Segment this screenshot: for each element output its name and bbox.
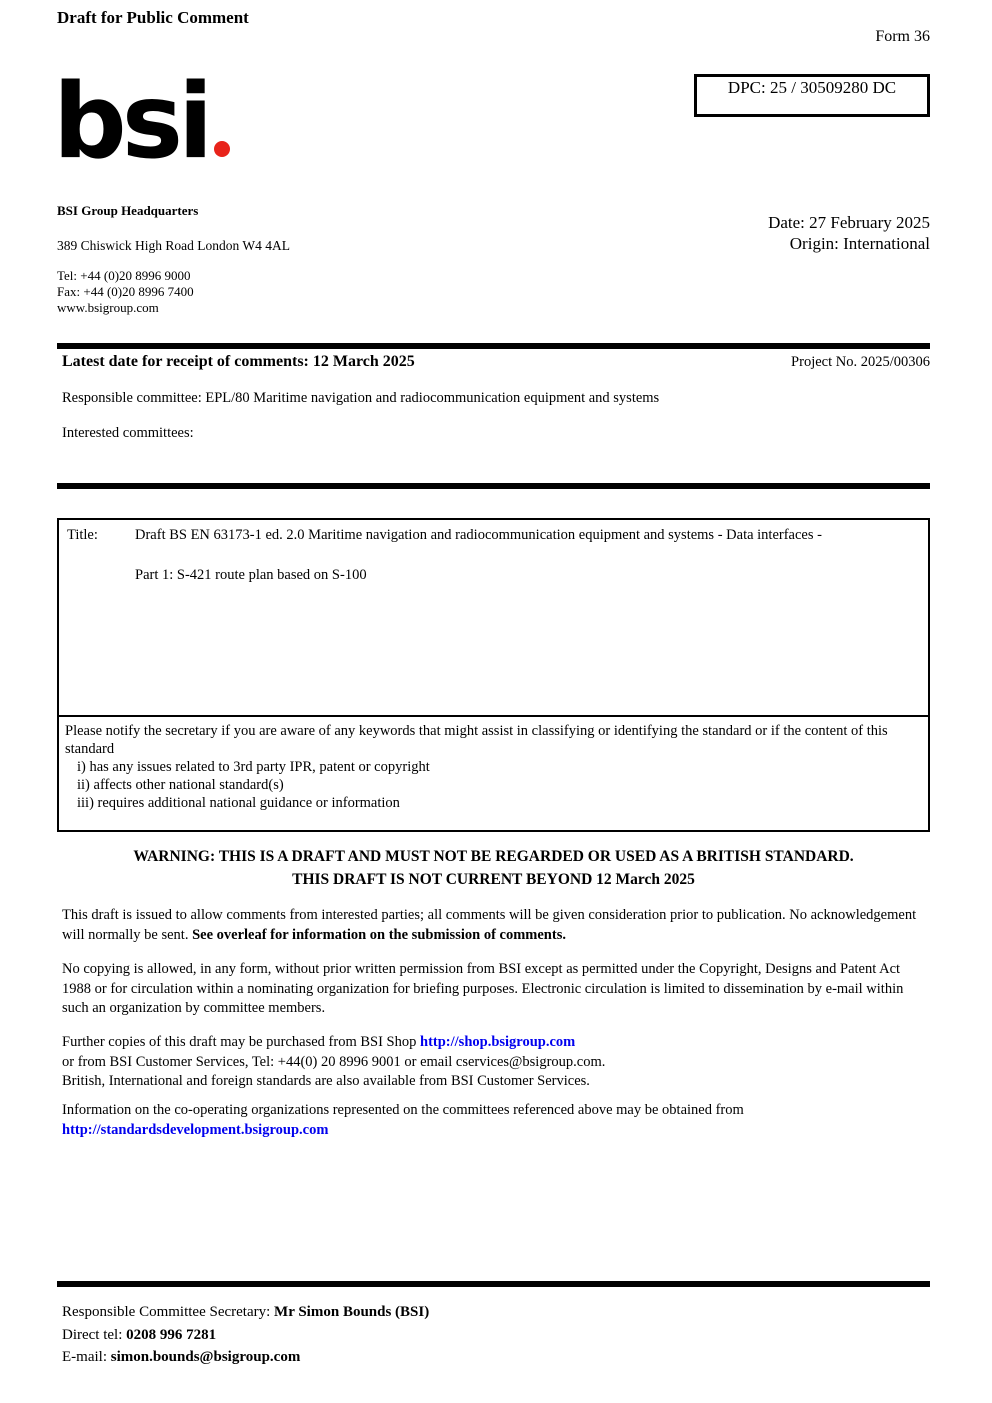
comments-paragraph-text: This draft is issued to allow comments from interested parties; all comments will be given consideration prior to publication. No acknowledgement will normally be sent.: [62, 907, 917, 943]
standards-development-link[interactable]: http://standardsdevelopment.bsigroup.com: [62, 1121, 329, 1138]
warning-line-1: WARNING: THIS IS A DRAFT AND MUST NOT BE REGARDED OR USED AS A BRITISH STANDARD.: [133, 848, 854, 865]
direct-tel-value: 0208 996 7281: [126, 1326, 217, 1343]
secretary-name: Mr Simon Bounds (BSI): [274, 1304, 430, 1320]
latest-date-for-comments: Latest date for receipt of comments: 12 March 2025: [62, 353, 415, 370]
direct-tel-line: [62, 1324, 429, 1347]
cooperating-orgs-paragraph: [62, 1101, 931, 1140]
bsi-logo: [53, 62, 230, 182]
dpc-number-text: DPC: 25 / 30509280 DC: [727, 78, 897, 97]
purchase-line-1: [62, 1033, 931, 1053]
title-content: [135, 527, 822, 708]
draft-warning: [57, 845, 930, 891]
latest-date-row: [57, 353, 930, 371]
bsi-logo-text: bsi: [53, 62, 209, 182]
project-number: Project No. 2025/00306: [791, 354, 930, 370]
dpc-number-box: [694, 74, 930, 117]
keywords-notice-box: [57, 715, 930, 832]
purchase-line-1-text: Further copies of this draft may be purchased from BSI Shop: [62, 1034, 420, 1050]
horizontal-rule-top: [57, 343, 930, 349]
form-number-label: Form 36: [875, 28, 930, 45]
title-line-2: Part 1: S-421 route plan based on S-100: [135, 567, 367, 583]
date-origin-block: [768, 212, 930, 254]
keywords-items: [65, 758, 922, 812]
purchase-line-3: British, International and foreign standards are also available from BSI Customer Services.: [62, 1073, 590, 1089]
document-origin: Origin: International: [789, 234, 930, 253]
title-box: [57, 518, 930, 717]
warning-line-2: THIS DRAFT IS NOT CURRENT BEYOND 12 March 2025: [292, 871, 695, 888]
copyright-paragraph: No copying is allowed, in any form, without prior written permission from BSI except as permitted under the Copyright, Designs and Patent Act 1988 or for circulation within a nominating organization for briefing purposes. Electronic circulation is limited to dissemination by e-mail within such an organization by committee members.: [62, 961, 904, 1016]
secretary-label: Responsible Committee Secretary:: [62, 1304, 275, 1320]
keywords-item-i: i) has any issues related to 3rd party IPR, patent or copyright: [77, 759, 430, 775]
purchase-line-2: or from BSI Customer Services, Tel: +44(0) 20 8996 9001 or email cservices@bsigroup.com.: [62, 1053, 606, 1070]
hq-website: www.bsigroup.com: [57, 300, 159, 315]
hq-title: BSI Group Headquarters: [57, 203, 199, 218]
keywords-item-ii: ii) affects other national standard(s): [77, 777, 284, 793]
keywords-item-iii: iii) requires additional national guidance or information: [77, 795, 400, 811]
secretary-line: [62, 1301, 429, 1324]
interested-committees: Interested committees:: [62, 425, 194, 441]
document-date: Date: 27 February 2025: [768, 213, 930, 232]
cooperating-orgs-text: Information on the co-operating organizations represented on the committees referenced above may be obtained from: [62, 1102, 744, 1118]
horizontal-rule-middle: [57, 483, 930, 489]
responsible-committee: Responsible committee: EPL/80 Maritime navigation and radiocommunication equipment and systems: [62, 390, 660, 406]
email-line: [62, 1346, 429, 1369]
secretary-block: [62, 1301, 429, 1369]
headquarters-block: [57, 203, 290, 316]
title-line-1: Draft BS EN 63173-1 ed. 2.0 Maritime navigation and radiocommunication equipment and systems - Data interfaces -: [135, 527, 822, 543]
email-label: E-mail:: [62, 1349, 111, 1365]
see-overleaf-note: See overleaf for information on the submission of comments.: [192, 926, 566, 943]
draft-for-public-comment-heading: Draft for Public Comment: [57, 8, 249, 27]
purchase-paragraph: [62, 1033, 931, 1092]
hq-phones: [57, 268, 290, 316]
hq-fax: Fax: +44 (0)20 8996 7400: [57, 284, 194, 299]
direct-tel-label: Direct tel:: [62, 1326, 127, 1343]
email-value: simon.bounds@bsigroup.com: [110, 1349, 301, 1365]
keywords-intro: Please notify the secretary if you are aware of any keywords that might assist in classifying or identifying the standard or if the content of this standard: [65, 723, 888, 757]
horizontal-rule-bottom: [57, 1281, 930, 1287]
bsi-logo-red-dot-icon: [214, 141, 230, 157]
hq-address: 389 Chiswick High Road London W4 4AL: [57, 238, 290, 253]
comments-paragraph: [62, 906, 931, 945]
bsi-shop-link[interactable]: http://shop.bsigroup.com: [420, 1034, 576, 1050]
title-label: Title:: [67, 527, 98, 543]
hq-tel: Tel: +44 (0)20 8996 9000: [57, 268, 191, 283]
